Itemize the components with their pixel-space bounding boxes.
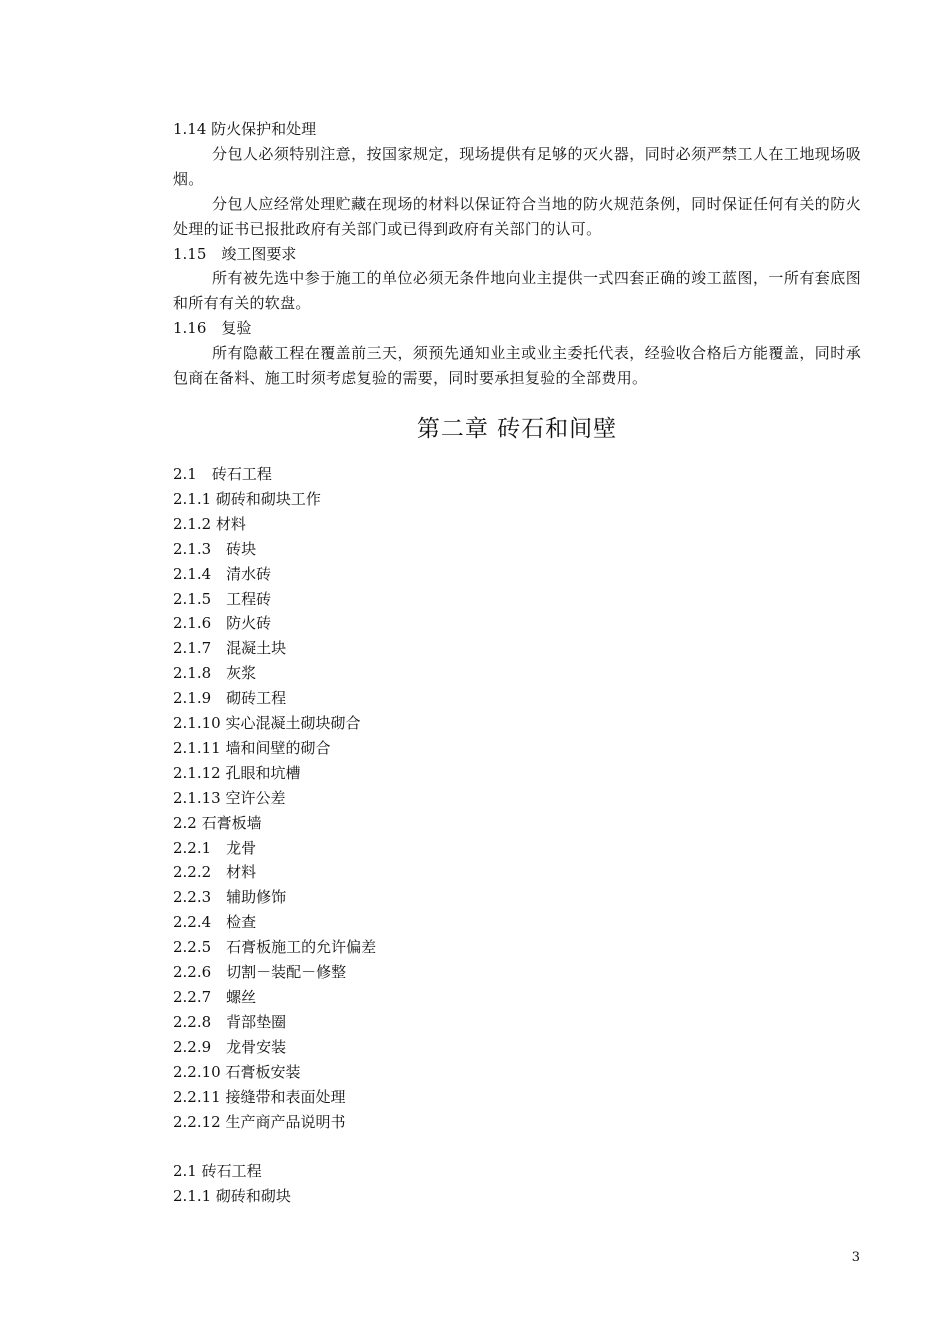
toc-item: 2.2 石膏板墙 xyxy=(173,813,262,832)
toc-item: 2.2.4 检查 xyxy=(173,913,257,932)
section-heading-1-16: 1.16 复验 xyxy=(173,319,252,338)
toc-item: 2.2.12 生产商产品说明书 xyxy=(173,1112,346,1131)
toc-item: 2.2.10 石膏板安装 xyxy=(173,1062,301,1081)
toc-item: 2.1.4 清水砖 xyxy=(173,564,272,583)
toc-item: 2.2.7 螺丝 xyxy=(173,988,257,1006)
toc-item: 2.2.5 石膏板施工的允许偏差 xyxy=(173,938,377,957)
toc-item: 2.2.3 辅助修饰 xyxy=(173,888,287,907)
toc-item: 2.2.9 龙骨安装 xyxy=(173,1037,287,1056)
paragraph-fire-protection-2: 分包人应经常处理贮藏在现场的材料以保证符合当地的防火规范条例，同时保证任何有关的防火处理的证书已报批政府有关部门或已得到政府有关部门的认可。 xyxy=(173,194,861,238)
toc-item: 2.1.1 砌砖和砌块工作 xyxy=(173,489,321,508)
toc-item: 2.2.8 背部垫圈 xyxy=(173,1012,287,1031)
toc-item: 2.2.1 龙骨 xyxy=(173,838,257,857)
toc-item: 2.1.2 材料 xyxy=(173,514,246,533)
chapter-title: 第二章 砖石和间壁 xyxy=(416,415,618,442)
toc-item: 2.1.8 灰浆 xyxy=(173,664,257,683)
toc-item: 2.1 砖石工程 xyxy=(173,464,272,483)
toc-item: 2.2.2 材料 xyxy=(173,863,257,882)
toc-item: 2.1.5 工程砖 xyxy=(173,589,272,608)
toc-item: 2.2.11 接缝带和表面处理 xyxy=(173,1087,346,1106)
section-heading-2-1: 2.1 砖石工程 xyxy=(173,1162,262,1181)
toc-item: 2.1.6 防火砖 xyxy=(173,614,272,633)
toc-item: 2.1.7 混凝土块 xyxy=(173,639,287,658)
section-heading-2-1-1: 2.1.1 砌砖和砌块 xyxy=(173,1187,291,1206)
paragraph-reinspection: 所有隐蔽工程在覆盖前三天，须预先通知业主或业主委托代表，经验收合格后方能覆盖，同时承包商在备料、施工时须考虑复验的需要，同时要承担复验的全部费用。 xyxy=(173,344,861,388)
blank-line xyxy=(173,1134,861,1159)
document-page xyxy=(173,117,861,1209)
toc-item: 2.2.6 切割－装配－修整 xyxy=(173,963,347,982)
toc-item: 2.1.11 墙和间壁的砌合 xyxy=(173,738,331,757)
toc-item: 2.1.10 实心混凝土砌块砌合 xyxy=(173,714,361,733)
section-heading-1-15: 1.15 竣工图要求 xyxy=(173,244,297,263)
paragraph-fire-protection-1: 分包人必须特别注意，按国家规定，现场提供有足够的灭火器，同时必须严禁工人在工地现场吸烟。 xyxy=(173,144,861,188)
toc-item: 2.1.13 空许公差 xyxy=(173,788,286,807)
section-heading-1-14: 1.14 防火保护和处理 xyxy=(173,120,317,138)
toc-item: 2.1.9 砌砖工程 xyxy=(173,689,287,708)
toc-item: 2.1.3 砖块 xyxy=(173,539,257,558)
toc-item: 2.1.12 孔眼和坑槽 xyxy=(173,763,301,782)
paragraph-as-built-drawings: 所有被先选中参于施工的单位必须无条件地向业主提供一式四套正确的竣工蓝图，一所有套底图和所有有关的软盘。 xyxy=(173,269,861,313)
page-number: 3 xyxy=(851,1250,860,1265)
table-of-contents xyxy=(173,462,861,1134)
